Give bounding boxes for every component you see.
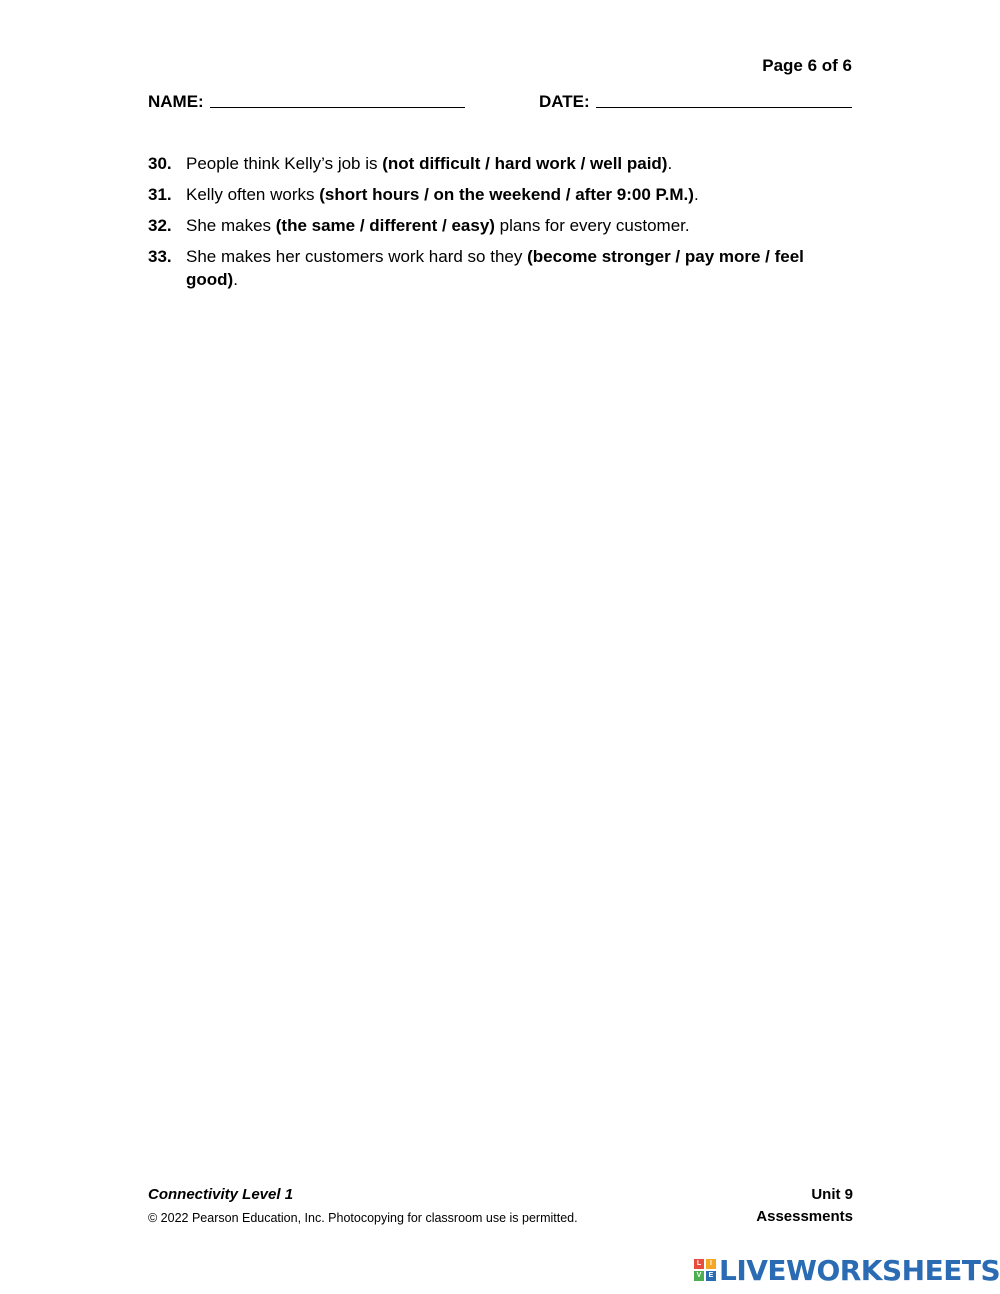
date-label: DATE:: [539, 92, 590, 111]
section-label: Assessments: [756, 1208, 853, 1225]
question-33: [148, 245, 828, 291]
unit-label: Unit 9: [811, 1186, 853, 1203]
question-text: People think Kelly’s job is: [186, 154, 383, 173]
answer-options[interactable]: (become stronger / pay more / feel good): [186, 247, 804, 289]
question-list: [148, 152, 828, 299]
mark-letter: I: [706, 1259, 716, 1269]
question-text: She makes: [186, 216, 276, 235]
name-blank-line[interactable]: [210, 107, 465, 108]
question-32: [148, 214, 828, 237]
question-30: [148, 152, 828, 175]
question-number: 30.: [148, 154, 172, 173]
header-fields: [148, 92, 853, 116]
question-number: 32.: [148, 216, 172, 235]
date-blank-line[interactable]: [596, 107, 852, 108]
question-text-end: .: [693, 185, 699, 204]
answer-options[interactable]: (the same / different / easy): [275, 216, 495, 235]
question-text-end: plans for every customer.: [494, 216, 690, 235]
mark-letter: L: [694, 1259, 704, 1269]
question-text: Kelly often works: [186, 185, 320, 204]
name-field: [148, 92, 465, 112]
question-text: She makes her customers work hard so they: [186, 247, 528, 266]
question-number: 33.: [148, 247, 172, 266]
mark-letter: E: [706, 1271, 716, 1281]
mark-letter: V: [694, 1271, 704, 1281]
question-text-end: .: [667, 154, 673, 173]
liveworksheets-mark-icon: [694, 1259, 716, 1281]
name-label: NAME:: [148, 92, 204, 111]
liveworksheets-wordmark: LIVEWORKSHEETS: [719, 1253, 1000, 1287]
liveworksheets-logo: [694, 1253, 1000, 1287]
date-field: [539, 92, 852, 112]
question-number: 31.: [148, 185, 172, 204]
series-title: Connectivity Level 1: [148, 1186, 294, 1203]
page-number: Page 6 of 6: [762, 56, 852, 75]
answer-options[interactable]: (short hours / on the weekend / after 9:00 P.M.): [319, 185, 694, 204]
question-text-end: .: [233, 270, 238, 289]
answer-options[interactable]: (not difficult / hard work / well paid): [382, 154, 668, 173]
copyright-notice: © 2022 Pearson Education, Inc. Photocopying for classroom use is permitted.: [148, 1211, 578, 1225]
question-31: [148, 183, 828, 206]
